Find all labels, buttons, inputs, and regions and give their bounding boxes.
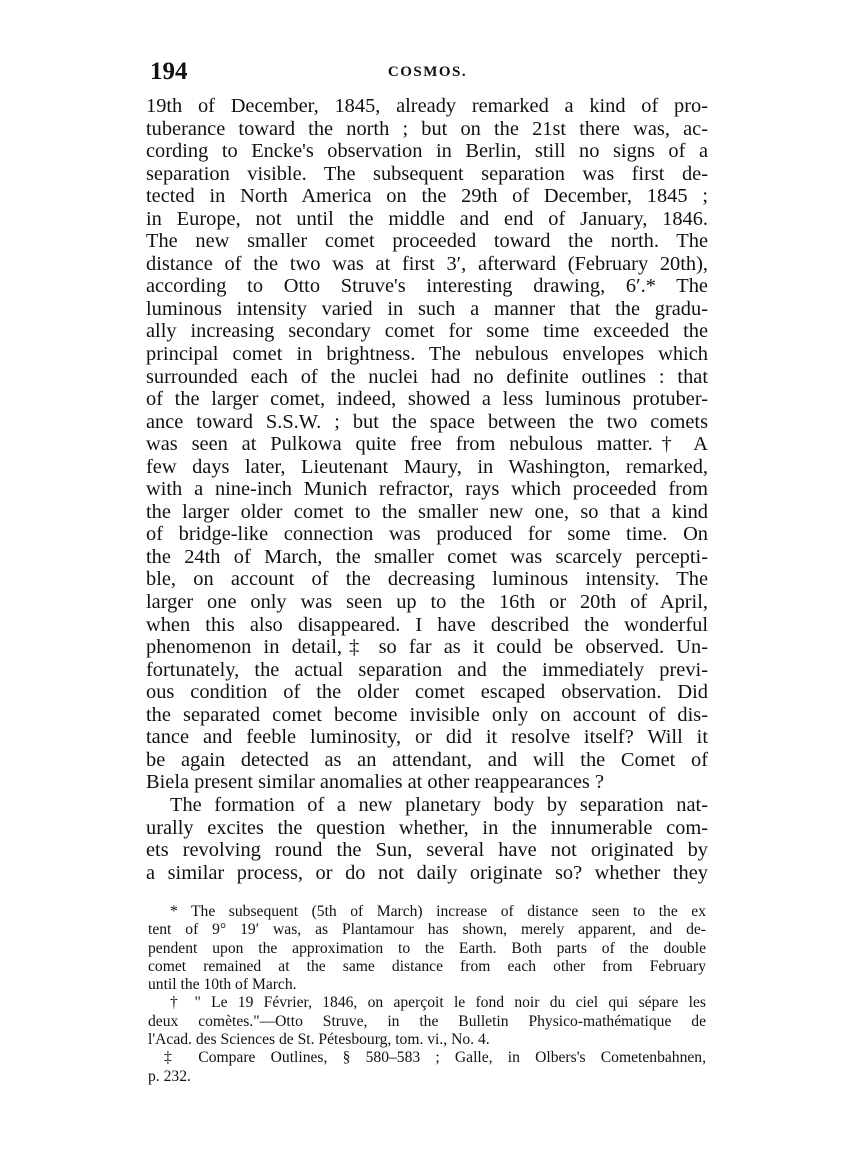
- text-line: surrounded each of the nuclei had no definite outlines : that: [146, 365, 708, 388]
- text-line: of the larger comet, indeed, showed a less luminous protuber-: [146, 388, 708, 411]
- page-number: 194: [150, 58, 188, 85]
- footnote-line: † " Le 19 Février, 1846, on aperçoit le fond noir du ciel qui sépare les: [170, 994, 706, 1012]
- body-text: [146, 95, 708, 884]
- text-line: ance toward S.S.W. ; but the space between the two comets: [146, 410, 708, 433]
- footnote-line: l'Acad. des Sciences de St. Pétesbourg, tom. vi., No. 4.: [148, 1031, 490, 1049]
- text-line: when this also disappeared. I have described the wonderful: [146, 613, 708, 636]
- text-line: ets revolving round the Sun, several have not originated by: [146, 839, 708, 862]
- text-line: The new smaller comet proceeded toward the north. The: [146, 230, 708, 253]
- text-line: cording to Encke's observation in Berlin, still no signs of a: [146, 140, 708, 163]
- text-line: larger one only was seen up to the 16th or 20th of April,: [146, 591, 708, 614]
- text-line: a similar process, or do not daily originate so? whether they: [146, 861, 708, 884]
- page-header: [150, 58, 705, 88]
- text-line: was seen at Pulkowa quite free from nebulous matter.† A: [146, 433, 708, 456]
- footnote-line: * The subsequent (5th of March) increase of distance seen to the ex: [170, 903, 706, 920]
- text-line: The formation of a new planetary body by separation nat-: [170, 793, 708, 816]
- footnote-line: pendent upon the approximation to the Earth. Both parts of the double: [148, 939, 706, 957]
- text-line: separation visible. The subsequent separation was first de-: [146, 162, 708, 185]
- footnote-line: ‡ Compare Outlines, § 580–583 ; Galle, in Olbers's Cometenbahnen,: [164, 1049, 706, 1067]
- text-line: luminous intensity varied in such a manner that the gradu-: [146, 297, 708, 320]
- footnote-line: until the 10th of March.: [148, 976, 297, 994]
- text-line: distance of the two was at first 3′, afterward (February 20th),: [146, 252, 708, 275]
- text-line: the separated comet become invisible only on account of dis-: [146, 703, 708, 726]
- text-line: the larger older comet to the smaller new one, so that a kind: [146, 500, 708, 523]
- text-line: of bridge-like connection was produced for some time. On: [146, 523, 708, 546]
- text-line: in Europe, not until the middle and end of January, 1846.: [146, 207, 708, 230]
- text-line: ous condition of the older comet escaped observation. Did: [146, 681, 708, 704]
- text-line: tuberance toward the north ; but on the 21st there was, ac-: [146, 117, 708, 140]
- text-line: according to Otto Struve's interesting drawing, 6′.* The: [146, 275, 708, 298]
- footnote-line: p. 232.: [148, 1067, 191, 1085]
- text-line: urally excites the question whether, in the innumerable com-: [146, 816, 708, 839]
- text-line: tected in North America on the 29th of December, 1845 ;: [146, 185, 708, 208]
- text-line: fortunately, the actual separation and the immediately previ-: [146, 658, 708, 681]
- text-line: the 24th of March, the smaller comet was scarcely percepti-: [146, 545, 708, 568]
- footnote-line: comet remained at the same distance from each other from February: [148, 957, 706, 975]
- footnote-line: deux comètes."—Otto Struve, in the Bulletin Physico-mathématique de: [148, 1012, 706, 1030]
- text-line: few days later, Lieutenant Maury, in Washington, remarked,: [146, 455, 708, 478]
- text-line: tance and feeble luminosity, or did it resolve itself? Will it: [146, 726, 708, 749]
- text-line: be again detected as an attendant, and will the Comet of: [146, 748, 708, 771]
- footnote-line: tent of 9° 19′ was, as Plantamour has shown, merely apparent, and de-: [148, 921, 706, 939]
- text-line: phenomenon in detail,‡ so far as it could be observed. Un-: [146, 636, 708, 659]
- text-line: with a nine-inch Munich refractor, rays which proceeded from: [146, 478, 708, 501]
- text-line: Biela present similar anomalies at other reappearances ?: [146, 771, 605, 794]
- footnotes: [148, 903, 706, 1086]
- text-line: ble, on account of the decreasing luminous intensity. The: [146, 568, 708, 591]
- text-line: principal comet in brightness. The nebulous envelopes which: [146, 343, 708, 366]
- running-head: COSMOS.: [387, 64, 468, 80]
- text-line: 19th of December, 1845, already remarked a kind of pro-: [146, 95, 708, 117]
- text-line: ally increasing secondary comet for some time exceeded the: [146, 320, 708, 343]
